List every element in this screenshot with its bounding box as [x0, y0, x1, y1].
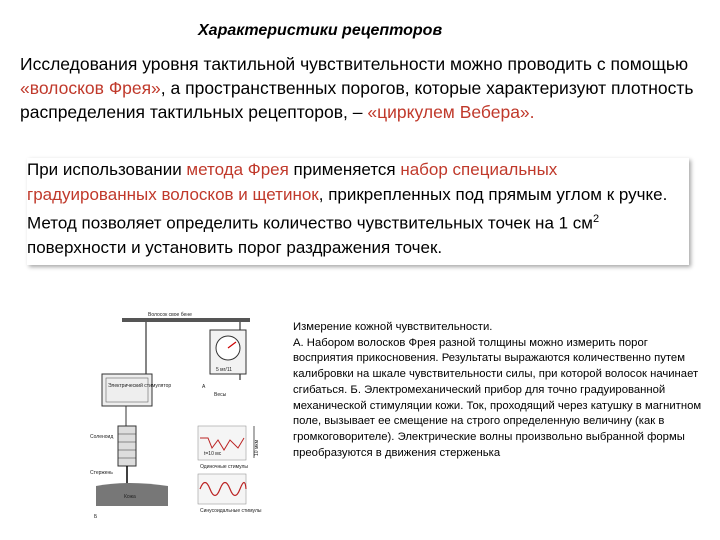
frey-method-paragraph: [27, 158, 689, 265]
intro-text-1: Исследования уровня тактильной чувствительности можно проводить с помощью: [20, 54, 689, 74]
sine-stimuli-label: Синусоидальные стимулы: [200, 508, 262, 514]
hair-label: Волосок свое бене: [148, 312, 192, 318]
frey-text-4: поверхности и установить порог раздражения точек.: [27, 238, 443, 258]
slide-title: Характеристики рецепторов: [198, 22, 443, 39]
rod-label: Стержень: [90, 470, 113, 476]
coil-label: Соленоид: [90, 434, 114, 440]
frey-term-method: метода Фрея: [186, 160, 289, 179]
sine-stimuli-panel: [198, 474, 246, 504]
top-bar: [122, 318, 250, 322]
time-label: t=10 мс: [204, 451, 222, 457]
intro-term-frey-hairs: «волосков Фрея»: [20, 78, 161, 98]
stimulator-box: [102, 374, 152, 406]
frey-text-3: , прикрепленных под прямым углом к ручке. Метод позволяет определить количество чувствительных точек на 1 см: [27, 184, 668, 233]
scale-label: Весы: [214, 392, 227, 398]
single-stimuli-label: Одиночные стимулы: [200, 464, 249, 470]
skin-sensitivity-figure: [88, 308, 278, 528]
figure-caption: [293, 320, 705, 461]
caption-body: A. Набором волосков Фрея разной толщины можно измерить порог восприятия прикосновения. Результаты выражаются количественно путем калибровки на шкале чувствительности силы, при которой волосок начинает сгибаться. Б. Электромеханический прибор для точно градуированной механической стимуляции кожи. Ток, проходящий через катушку в магнитном поле, вызывает ее смещение на строго определенную величину (как в громкоговорителе). Электрические волны произвольно выбранной формы преобразуются в движения стерженька: [293, 336, 702, 459]
letter-a: А: [202, 384, 206, 390]
frey-term-hair-set: набор специальных градуированных волосков и щетинок: [27, 160, 558, 204]
coil: [118, 426, 136, 466]
frey-superscript: 2: [592, 213, 600, 225]
frey-text-1: При использовании: [27, 160, 187, 179]
caption-heading: Измерение кожной чувствительности.: [293, 321, 493, 333]
amplitude-label: 10 мкм: [254, 439, 260, 456]
letter-b: Б: [94, 514, 98, 520]
frey-text-2: применяется: [288, 160, 401, 179]
intro-term-weber-compass: «циркулем Вебера».: [367, 102, 535, 122]
weight-label: 5 мг/11: [216, 367, 233, 373]
intro-paragraph: [20, 52, 710, 124]
skin-label: Кожа: [124, 494, 136, 500]
intro-text-2: , а пространственных порогов, которые характеризуют плотность распределения тактильных рецепторов, –: [20, 78, 694, 122]
stimulator-label: Электрический стимулятор: [108, 383, 172, 389]
